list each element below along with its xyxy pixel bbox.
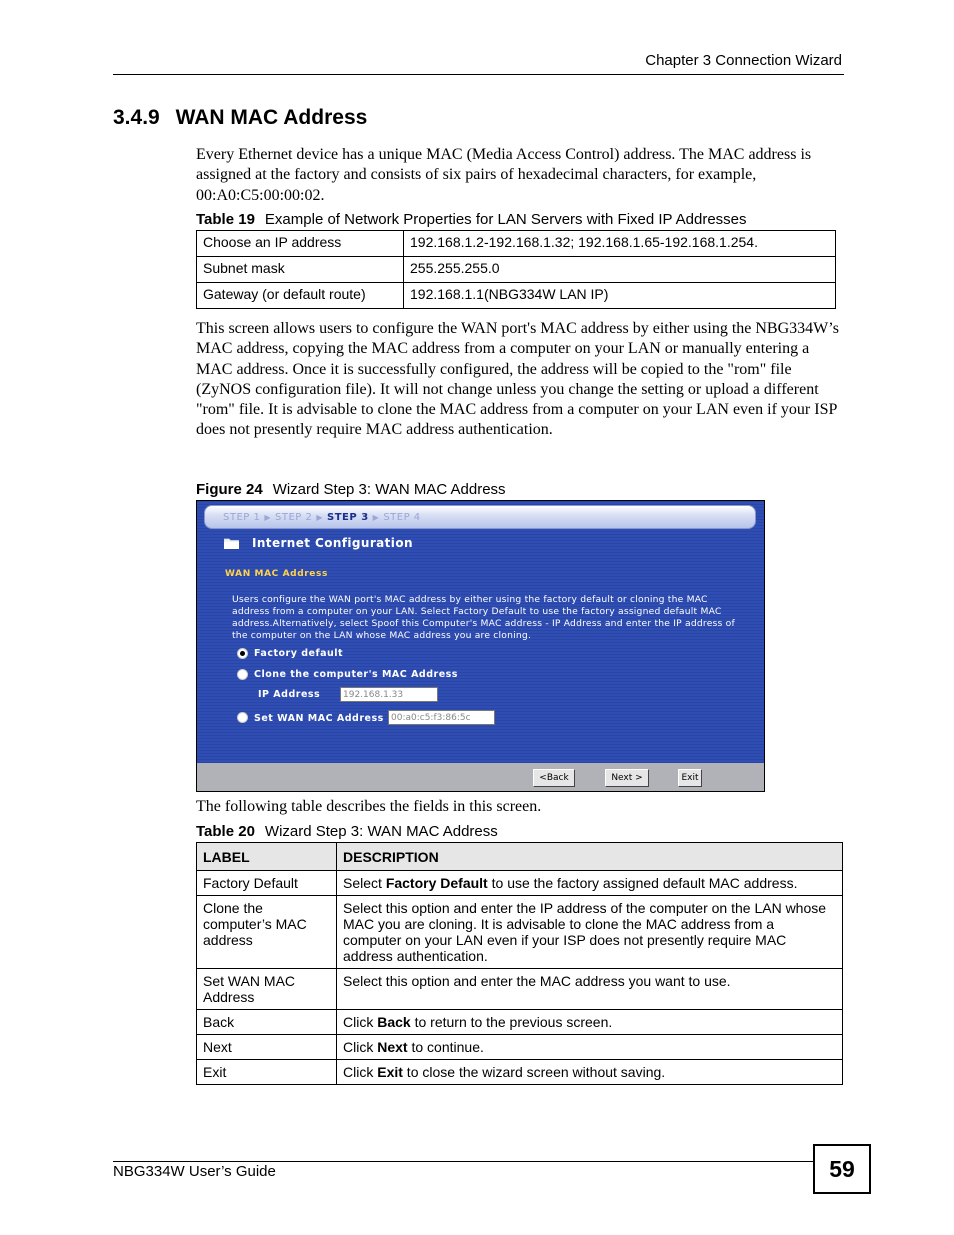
factory-default-radio[interactable] (237, 648, 248, 659)
table-row (197, 871, 843, 896)
table19 (196, 230, 836, 309)
table-row (197, 1035, 843, 1060)
figure24-label: Figure 24 (196, 481, 263, 498)
step-3-label: STEP 3 (327, 512, 369, 523)
field-description: Click Next to continue. (337, 1035, 843, 1060)
field-label: Clone the computer’s MAC address (197, 896, 337, 969)
field-description: Select this option and enter the IP address of the computer on the LAN whose MAC you are cloning. It is advisable to clone the MAC address from a computer on your LAN even if your ISP does not presently require MAC address authentication. (337, 896, 843, 969)
field-description: Select Factory Default to use the factory assigned default MAC address. (337, 871, 843, 896)
field-description: Click Back to return to the previous screen. (337, 1010, 843, 1035)
wizard-step-bar (204, 505, 756, 529)
table19-title: Example of Network Properties for LAN Servers with Fixed IP Addresses (264, 211, 747, 228)
table20-label: Table 20 (196, 823, 255, 840)
table-row (197, 283, 836, 309)
table-row (197, 1060, 843, 1085)
following-paragraph: The following table describes the fields in this screen. (196, 798, 542, 815)
table-row (197, 1010, 843, 1035)
back-button[interactable]: <Back (533, 769, 575, 787)
table-row (197, 231, 836, 257)
field-label: Set WAN MAC Address (197, 969, 337, 1010)
table-row (197, 896, 843, 969)
step-arrow-icon: ▶ (372, 513, 380, 522)
exit-button[interactable]: Exit (678, 769, 702, 787)
clone-mac-label: Clone the computer's MAC Address (254, 669, 458, 680)
field-description: Click Exit to close the wizard screen without saving. (337, 1060, 843, 1085)
set-wan-mac-radio[interactable] (237, 712, 248, 723)
section-title: WAN MAC Address (175, 106, 368, 129)
page-number: 59 (813, 1144, 871, 1194)
next-button[interactable]: Next > (605, 769, 649, 787)
field-label: Next (197, 1035, 337, 1060)
mac-address-input[interactable]: 00:a0:c5:f3:86:5c (388, 710, 495, 725)
table-row (197, 257, 836, 283)
step-2-label: STEP 2 (275, 512, 313, 523)
wizard-screenshot (196, 500, 765, 792)
wizard-description: Users configure the WAN port's MAC address by either using the factory default or cloning the MAC address from a computer on your LAN. Select Factory Default to use the factory assigned default MAC address.Alternatively, select Spoof this Computer's MAC address - IP Address and enter the IP address of the computer on the LAN whose MAC address you are cloning. (232, 594, 735, 641)
table-cell: Choose an IP address (197, 231, 404, 257)
field-label: Factory Default (197, 871, 337, 896)
table-cell: 192.168.1.2-192.168.1.32; 192.168.1.65-192.168.1.254. (404, 231, 836, 257)
table20 (196, 842, 843, 1085)
table19-label: Table 19 (196, 211, 255, 228)
table-cell: 255.255.255.0 (404, 257, 836, 283)
factory-default-label: Factory default (254, 648, 344, 659)
step-1-label: STEP 1 (223, 512, 261, 523)
table-cell: Gateway (or default route) (197, 283, 404, 309)
header-description: DESCRIPTION (337, 843, 843, 871)
section-number: 3.4.9 (113, 106, 160, 129)
header-chapter-title: Chapter 3 Connection Wizard (645, 52, 842, 69)
config-title: Internet Configuration (252, 536, 413, 550)
field-label: Back (197, 1010, 337, 1035)
footer-guide-title: NBG334W User’s Guide (113, 1163, 276, 1180)
clone-mac-radio[interactable] (237, 669, 248, 680)
table20-caption (196, 823, 498, 840)
table-header-row (197, 843, 843, 871)
table-row (197, 969, 843, 1010)
footer-rule (113, 1161, 815, 1162)
field-label: Exit (197, 1060, 337, 1085)
table-cell: Subnet mask (197, 257, 404, 283)
ip-address-label: IP Address (258, 689, 321, 700)
header-rule (113, 74, 844, 75)
field-description: Select this option and enter the MAC address you want to use. (337, 969, 843, 1010)
step-4-label: STEP 4 (383, 512, 421, 523)
table20-title: Wizard Step 3: WAN MAC Address (264, 823, 498, 840)
ip-address-input[interactable]: 192.168.1.33 (340, 687, 438, 702)
section-heading (113, 106, 367, 130)
figure24-title: Wizard Step 3: WAN MAC Address (272, 481, 506, 498)
step-arrow-icon: ▶ (264, 513, 272, 522)
intro-paragraph: Every Ethernet device has a unique MAC (Media Access Control) address. The MAC address is assigned at the factory and consists of six pairs of hexadecimal characters, for example, 00:A0:C5:00:00:02. (196, 146, 812, 204)
table-cell: 192.168.1.1(NBG334W LAN IP) (404, 283, 836, 309)
figure24-caption (196, 481, 506, 498)
wan-mac-subtitle: WAN MAC Address (225, 569, 328, 579)
body-paragraph: This screen allows users to configure the WAN port's MAC address by either using the NBG334W’s MAC address, copying the MAC address from a computer on your LAN or manually entering a MAC address. Once it is successfully configured, the address will be copied to the "rom" file (ZyNOS configuration file). It will not change unless you change the setting or upload a different "rom" file. It is advisable to clone the MAC address from a computer on your LAN even if your ISP does not presently require MAC address authentication. (196, 320, 839, 439)
step-arrow-icon: ▶ (316, 513, 324, 522)
table19-caption (196, 211, 747, 228)
set-wan-mac-label: Set WAN MAC Address (254, 713, 384, 724)
header-label: LABEL (197, 843, 337, 871)
